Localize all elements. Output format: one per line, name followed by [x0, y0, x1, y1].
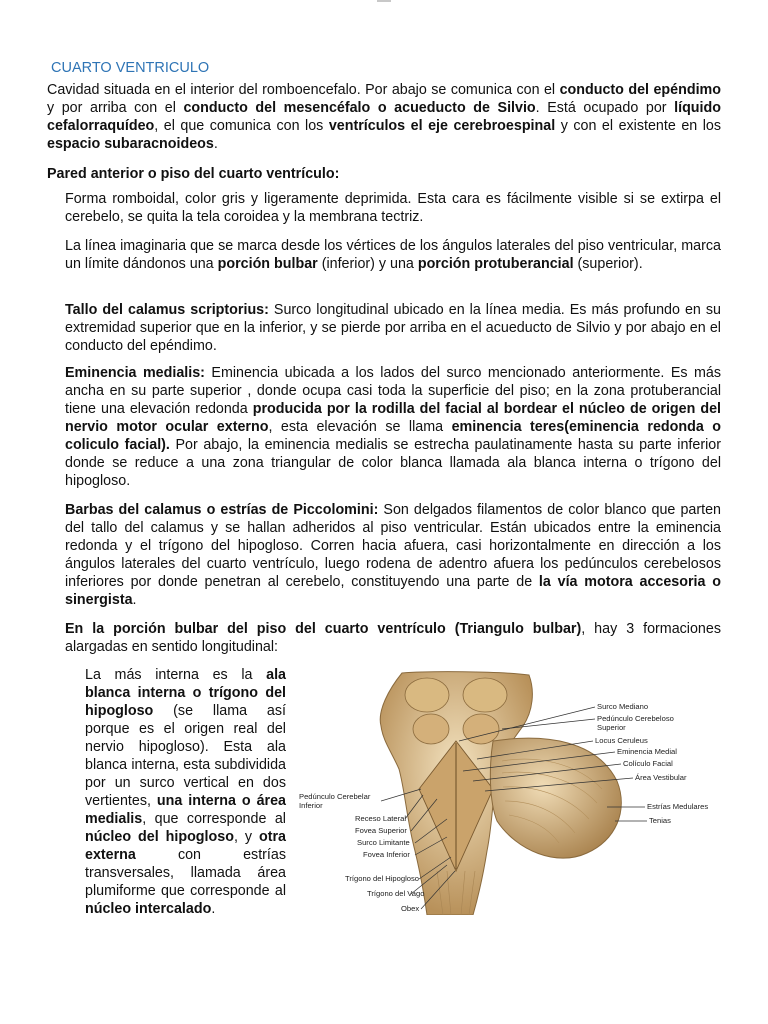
- svg-text:Trígono del Hipogloso: Trígono del Hipogloso: [345, 874, 420, 883]
- svg-text:Receso Lateral: Receso Lateral: [355, 814, 407, 823]
- svg-text:Pedúnculo Cerebeloso: Pedúnculo Cerebeloso: [597, 714, 674, 723]
- svg-text:Trígono del Vago: Trígono del Vago: [367, 889, 425, 898]
- page-top-mark: [377, 0, 391, 2]
- paragraph-linea-imaginaria: La línea imaginaria que se marca desde los vértices de los ángulos laterales del piso ventricular, marca un límite dándonos una porción bulbar (inferior) y una porción protuberancial (superior).: [65, 238, 721, 272]
- svg-text:Fovea Inferior: Fovea Inferior: [363, 850, 410, 859]
- svg-text:Surco Limitante: Surco Limitante: [357, 838, 410, 847]
- svg-text:Estrías Medulares: Estrías Medulares: [647, 802, 709, 811]
- paragraph-barbas-calamus: Barbas del calamus o estrías de Piccolomini: Son delgados filamentos de color blanco que parten del tallo del calamus y se hallan adheridos al piso ventricular. Están ubicados entre la eminencia redonda y el trígono del hipogloso. Corren hacia afuera, casi horizontalmente en dirección a los ángulos laterales del cuarto ventrículo, luego rodena de adentro afuera los pedúnculos cerebelosos inferiores por donde penetran al cerebelo, constituyendo una parte de la vía motora accesoria o sinergista.: [65, 502, 721, 608]
- intro-paragraph: Cavidad situada en el interior del romboencefalo. Por abajo se comunica con el conducto del epéndimo y por arriba con el conducto del mesencéfalo o acueducto de Silvio. Está ocupado por líquido cefalorraquídeo, el que comunica con los ventrículos el eje cerebroespinal y con el existente en los espacio subaracnoideos.: [47, 82, 722, 152]
- svg-text:Tenias: Tenias: [649, 816, 671, 825]
- cerebellum-section: [490, 738, 621, 858]
- paragraph-ala-blanca: La más interna es la ala blanca interna o trígono del hipogloso (se llama así porque es el origen real del nervio hipogloso). Esta ala blanca interna, esta subdividida por un surco vertical en dos vertientes, una interna o área medialis, que corresponde al núcleo del hipogloso, y otra externa con estrías transversales, llamada área plumiforme que corresponde al núcleo intercalado.: [85, 667, 286, 917]
- svg-text:Locus Ceruleus: Locus Ceruleus: [595, 736, 648, 745]
- section-heading: Pared anterior o piso del cuarto ventrículo:: [47, 166, 340, 182]
- page-title: CUARTO VENTRICULO: [51, 60, 210, 76]
- paragraph-eminencia-medialis: Eminencia medialis: Eminencia ubicada a los lados del surco mencionado anteriormente. Es más ancha en su parte superior , donde ocupa casi toda la superficie del piso; en la zona protuberancial tiene una elevación redonda producida por la rodilla del facial al bordear el núcleo de origen del nervio motor ocular externo, esta elevación se llama eminencia teres(eminencia redonda o coliculo facial). Por abajo, la eminencia medialis se estrecha paulatinamente hasta su parte inferior donde se reduce a una zona triangular de color blanca llamada ala blanca interna o trígono del hipogloso.: [65, 365, 722, 489]
- svg-text:Pedúnculo Cerebelar: Pedúnculo Cerebelar: [299, 792, 371, 801]
- svg-text:Inferior: Inferior: [299, 801, 323, 810]
- svg-text:Obex: Obex: [401, 904, 420, 913]
- svg-text:Surco Mediano: Surco Mediano: [597, 702, 649, 711]
- svg-text:Área Vestibular: Área Vestibular: [635, 773, 687, 782]
- figure-labels-left: [299, 792, 424, 913]
- svg-text:Colículo Facial: Colículo Facial: [623, 759, 673, 768]
- svg-text:Superior: Superior: [597, 723, 626, 732]
- paragraph-forma: Forma romboidal, color gris y ligeramente deprimida. Esta cara es fácilmente visible si se extirpa el cerebelo, se quita la tela coroidea y la membrana tectriz.: [65, 191, 721, 225]
- svg-text:Eminencia Medial: Eminencia Medial: [617, 747, 677, 756]
- svg-text:Fovea Superior: Fovea Superior: [355, 826, 407, 835]
- paragraph-tallo-calamus: Tallo del calamus scriptorius: Surco longitudinal ubicado en la línea media. Es más profundo en su extremidad superior que en la inferior, y se pierde por arriba en el acueducto de Silvio y por abajo en el conducto del epéndimo.: [65, 302, 721, 354]
- paragraph-porcion-bulbar: En la porción bulbar del piso del cuarto ventrículo (Triangulo bulbar), hay 3 formaciones alargadas en sentido longitudinal:: [65, 621, 721, 655]
- fourth-ventricle-figure: [297, 671, 721, 915]
